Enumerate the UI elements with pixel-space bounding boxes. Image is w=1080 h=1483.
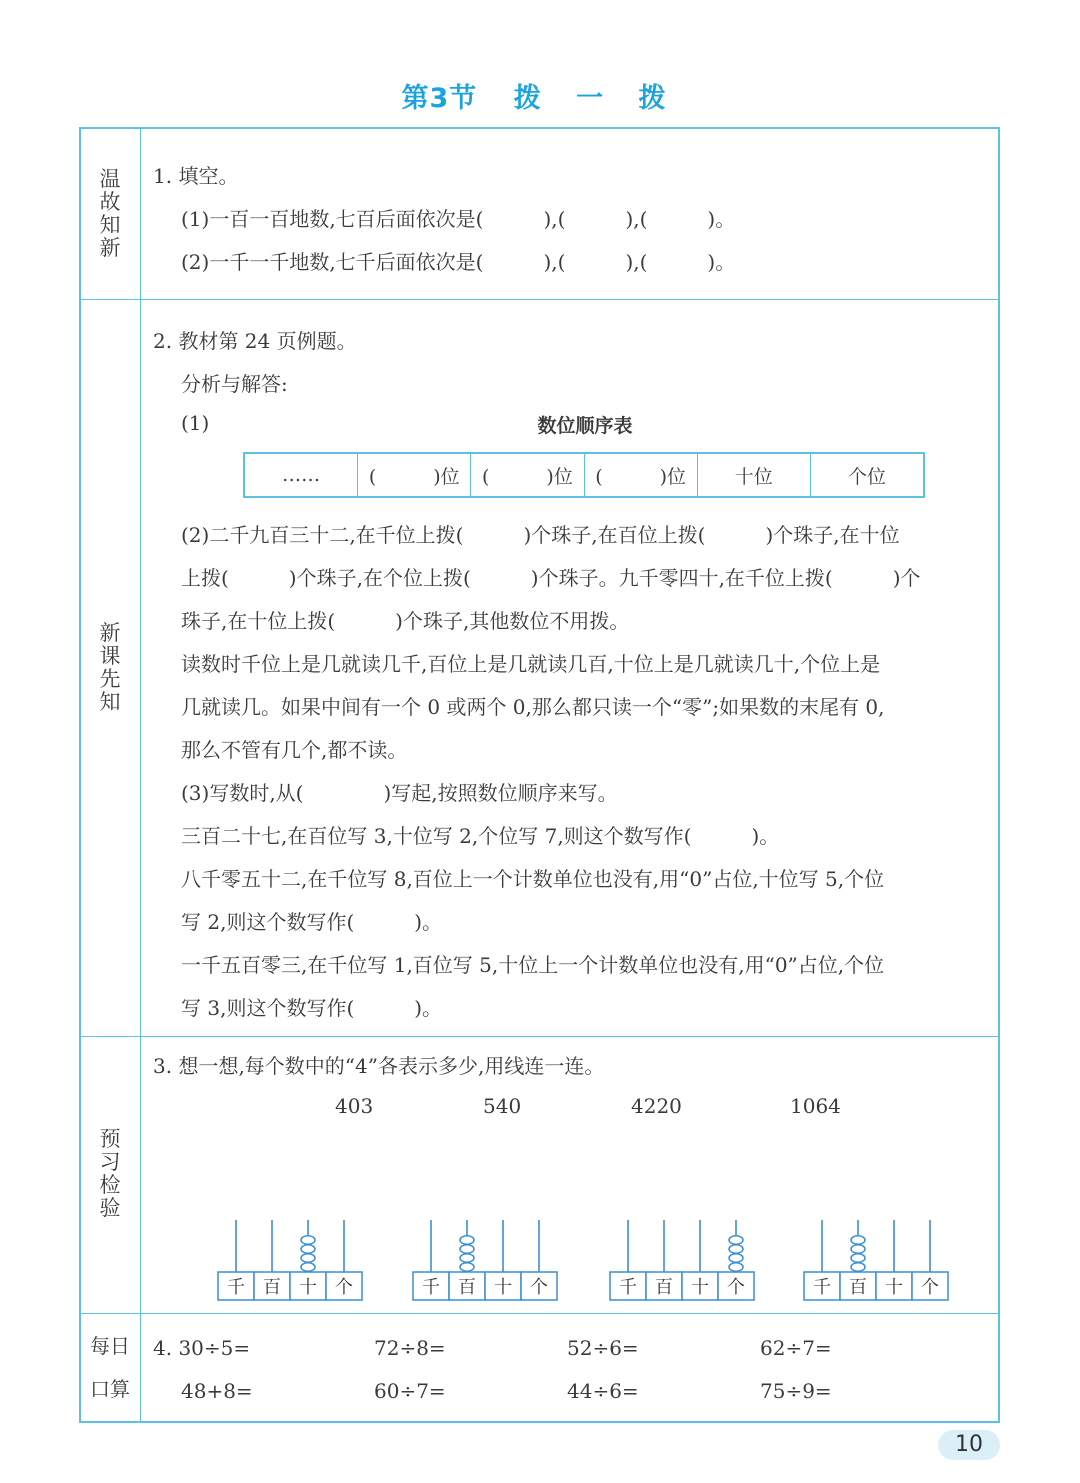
q2-title: 2. 教材第 24 页例题。 xyxy=(153,329,357,353)
label-new-lesson: 新课先知 xyxy=(99,621,121,714)
abacus-place-label: 千 xyxy=(422,1277,440,1298)
abacus-place-label: 十 xyxy=(885,1277,903,1298)
abacus-bead xyxy=(851,1254,865,1263)
q2-line: 几就读几。如果中间有一个 0 或两个 0,那么都只读一个“零”;如果数的末尾有 0, xyxy=(181,695,885,719)
number-403: 403 xyxy=(335,1094,374,1118)
q2-line: 写 3,则这个数写作( )。 xyxy=(181,996,443,1020)
abacus-place-label: 千 xyxy=(813,1277,831,1298)
abacus-bead xyxy=(460,1263,474,1272)
label-column-divider xyxy=(140,127,141,1423)
title-char-2: 一 xyxy=(576,83,605,114)
place-value-table xyxy=(243,452,925,498)
abacus-bead xyxy=(729,1236,743,1245)
abacus-bead xyxy=(301,1263,315,1272)
page-title xyxy=(0,76,1080,115)
q2-part1: (1) xyxy=(181,411,210,435)
q2-line: 珠子,在十位上拨( )个珠子,其他数位不用拨。 xyxy=(181,609,630,633)
abacus-3 xyxy=(608,1218,756,1302)
abacus-2 xyxy=(411,1218,559,1302)
abacus-place-label: 百 xyxy=(655,1277,673,1298)
title-char-1: 拨 xyxy=(513,83,542,114)
abacus-bead xyxy=(851,1263,865,1272)
calc-item: 48+8= xyxy=(181,1379,253,1403)
section-divider-1 xyxy=(79,299,1000,300)
abacus-place-label: 个 xyxy=(921,1277,939,1298)
abacus-bead xyxy=(851,1236,865,1245)
title-char-3: 拨 xyxy=(638,83,667,114)
abacus-bead xyxy=(301,1245,315,1254)
abacus-bead xyxy=(729,1254,743,1263)
abacus-place-label: 百 xyxy=(849,1277,867,1298)
q2-line: 读数时千位上是几就读几千,百位上是几就读几百,十位上是几就读几十,个位上是 xyxy=(181,652,881,676)
calc-item: 62÷7= xyxy=(760,1336,832,1360)
q2-line: 那么不管有几个,都不读。 xyxy=(181,738,408,762)
q2-line: 写 2,则这个数写作( )。 xyxy=(181,910,443,934)
label-preview: 预习检验 xyxy=(99,1127,121,1220)
abacus-place-label: 个 xyxy=(335,1277,353,1298)
label-review: 温故知新 xyxy=(99,167,121,260)
section-divider-2 xyxy=(79,1036,1000,1037)
table-cell: ( )位 xyxy=(471,454,584,496)
q2-analysis: 分析与解答: xyxy=(181,372,288,396)
q1-line-1: (1)一百一百地数,七百后面依次是( ),( ),( )。 xyxy=(181,207,736,231)
q1-title: 1. 填空。 xyxy=(153,164,239,188)
abacus-bead xyxy=(301,1254,315,1263)
abacus-bead xyxy=(301,1236,315,1245)
q3-title: 3. 想一想,每个数中的“4”各表示多少,用线连一连。 xyxy=(153,1054,605,1078)
number-4220: 4220 xyxy=(631,1094,682,1118)
calc-item: 4. 30÷5= xyxy=(153,1336,251,1360)
calc-item: 72÷8= xyxy=(374,1336,446,1360)
abacus-bead xyxy=(460,1245,474,1254)
section-number: 第3节 xyxy=(401,83,478,114)
abacus-4 xyxy=(802,1218,950,1302)
q1-line-2: (2)一千一千地数,七千后面依次是( ),( ),( )。 xyxy=(181,250,736,274)
abacus-bead xyxy=(729,1245,743,1254)
abacus-place-label: 千 xyxy=(227,1277,245,1298)
table-cell: ( )位 xyxy=(358,454,471,496)
abacus-bead xyxy=(851,1245,865,1254)
abacus-place-label: 百 xyxy=(263,1277,281,1298)
number-540: 540 xyxy=(483,1094,522,1118)
label-daily-line2: 口算 xyxy=(90,1377,130,1401)
table-cell: …… xyxy=(245,454,358,496)
abacus-1 xyxy=(216,1218,364,1302)
q2-line: 上拨( )个珠子,在个位上拨( )个珠子。九千零四十,在千位上拨( )个 xyxy=(181,566,921,590)
calc-item: 52÷6= xyxy=(567,1336,639,1360)
calc-item: 44÷6= xyxy=(567,1379,639,1403)
abacus-place-label: 十 xyxy=(691,1277,709,1298)
q2-line: 一千五百零三,在千位写 1,百位写 5,十位上一个计数单位也没有,用“0”占位,个位 xyxy=(181,953,885,977)
q2-line: 三百二十七,在百位写 3,十位写 2,个位写 7,则这个数写作( )。 xyxy=(181,824,780,848)
table-cell: ( )位 xyxy=(585,454,698,496)
q2-line: (2)二千九百三十二,在千位上拨( )个珠子,在百位上拨( )个珠子,在十位 xyxy=(181,523,900,547)
abacus-place-label: 个 xyxy=(727,1277,745,1298)
abacus-place-label: 十 xyxy=(299,1277,317,1298)
page-number: 10 xyxy=(938,1430,1000,1460)
q2-line: (3)写数时,从( )写起,按照数位顺序来写。 xyxy=(181,781,618,805)
calc-item: 60÷7= xyxy=(374,1379,446,1403)
abacus-bead xyxy=(460,1254,474,1263)
abacus-place-label: 百 xyxy=(458,1277,476,1298)
abacus-place-label: 千 xyxy=(619,1277,637,1298)
section-divider-3 xyxy=(79,1313,1000,1314)
abacus-bead xyxy=(729,1263,743,1272)
table-cell: 十位 xyxy=(698,454,811,496)
table-cell: 个位 xyxy=(847,465,886,488)
abacus-place-label: 十 xyxy=(494,1277,512,1298)
table-title: 数位顺序表 xyxy=(537,415,633,437)
calc-item: 75÷9= xyxy=(760,1379,832,1403)
abacus-bead xyxy=(460,1236,474,1245)
number-1064: 1064 xyxy=(790,1094,841,1118)
q2-line: 八千零五十二,在千位写 8,百位上一个计数单位也没有,用“0”占位,十位写 5,个位 xyxy=(181,867,885,891)
abacus-place-label: 个 xyxy=(530,1277,548,1298)
label-daily-line1: 每日 xyxy=(90,1334,130,1358)
